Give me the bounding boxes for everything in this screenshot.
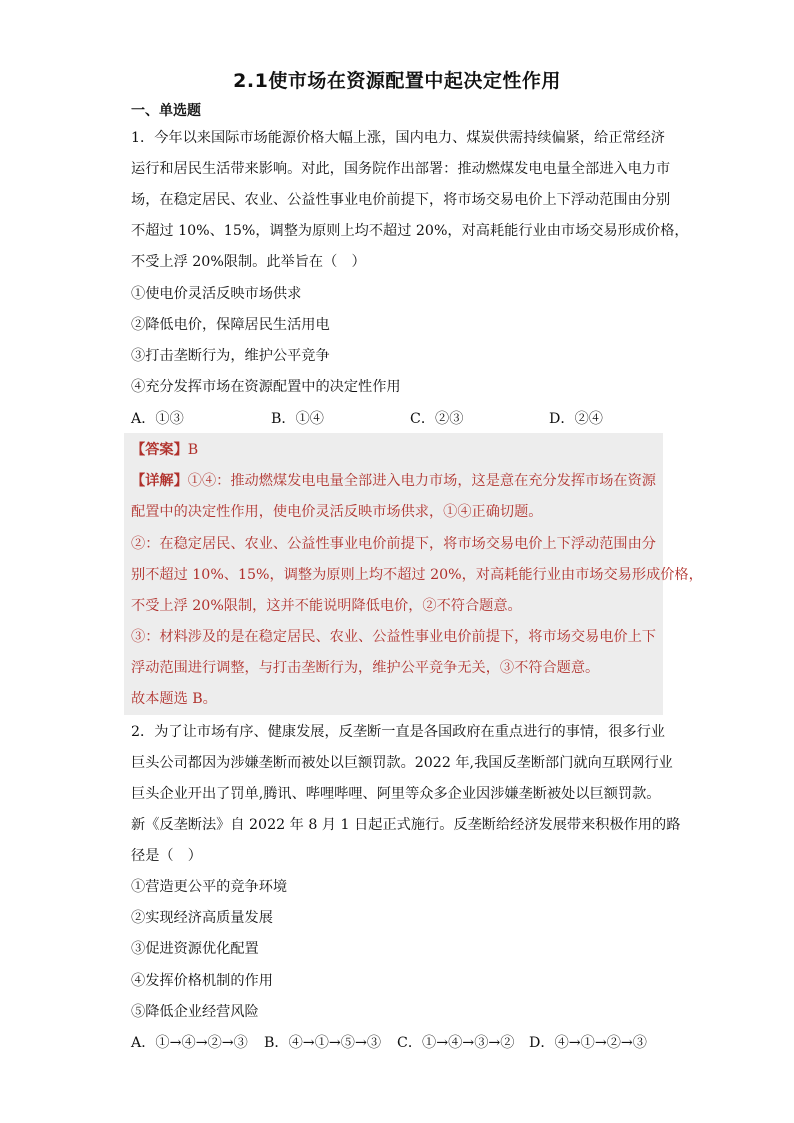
q1-detail-line: ③：材料涉及的是在稳定居民、农业、公益性事业电价前提下，将市场交易电价上下 [131, 629, 656, 645]
q1-detail-line: 别不超过 10%、15%，调整为原则上均不超过 20%，对高耗能行业由市场交易形成价格， [131, 567, 703, 583]
q2-option-d: D．④→①→②→③ [529, 1035, 647, 1051]
q1-detail-line [131, 471, 656, 491]
q2-option-c: C．①→④→③→② [397, 1035, 515, 1051]
q1-stem-line: 不受上浮 20%限制。此举旨在（ ） [131, 254, 366, 270]
q1-option-a: A．①③ [131, 411, 184, 427]
q1-option-b: B．①④ [271, 411, 324, 427]
q1-detail-line: ②：在稳定居民、农业、公益性事业电价前提下，将市场交易电价上下浮动范围由分 [131, 536, 656, 552]
q2-options [131, 1033, 671, 1053]
q1-options [131, 409, 631, 429]
q1-answer [131, 440, 198, 460]
q2-item: ⑤降低企业经营风险 [131, 1004, 259, 1020]
q2-stem-line: 新《反垄断法》自 2022 年 8 月 1 日起正式施行。反垄断给经济发展带来积极作用的路 [131, 817, 681, 833]
section-heading: 一、单选题 [131, 103, 201, 119]
q2-item: ②实现经济高质量发展 [131, 910, 273, 926]
q1-stem-line: 不超过 10%、15%，调整为原则上均不超过 20%，对高耗能行业由市场交易形成价格， [131, 223, 689, 239]
q1-option-c: C．②③ [410, 411, 464, 427]
q1-stem-line: 1．今年以来国际市场能源价格大幅上涨，国内电力、煤炭供需持续偏紧，给正常经济 [131, 130, 665, 146]
q1-option-d: D．②④ [549, 411, 603, 427]
q2-option-a: A．①→④→②→③ [131, 1035, 248, 1051]
q1-stem-line: 运行和居民生活带来影响。对此，国务院作出部署：推动燃煤发电电量全部进入电力市 [131, 161, 671, 177]
q2-item: ④发挥价格机制的作用 [131, 973, 273, 989]
q1-detail-line: 配置中的决定性作用，使电价灵活反映市场供求，①④正确切题。 [131, 504, 543, 520]
q1-detail-line: 不受上浮 20%限制，这并不能说明降低电价，②不符合题意。 [131, 598, 522, 614]
q1-item: ③打击垄断行为，维护公平竞争 [131, 348, 330, 364]
q2-stem-line: 2．为了让市场有序、健康发展，反垄断一直是各国政府在重点进行的事情，很多行业 [131, 724, 665, 740]
q1-stem-line: 场，在稳定居民、农业、公益性事业电价前提下，将市场交易电价上下浮动范围由分别 [131, 192, 671, 208]
q2-option-b: B．④→①→⑤→③ [264, 1035, 382, 1051]
detail-label: 【详解】 [131, 473, 188, 489]
q1-item: ④充分发挥市场在资源配置中的决定性作用 [131, 379, 401, 395]
q2-item: ③促进资源优化配置 [131, 941, 259, 957]
q1-detail-line: 浮动范围进行调整，与打击垄断行为，维护公平竞争无关，③不符合题意。 [131, 660, 600, 676]
detail-text: ①④：推动燃煤发电电量全部进入电力市场，这是意在充分发挥市场在资源 [187, 473, 656, 489]
answer-label: 【答案】 [131, 442, 188, 458]
q2-item: ①营造更公平的竞争环境 [131, 879, 288, 895]
answer-value: B [187, 442, 199, 458]
q1-item: ②降低电价，保障居民生活用电 [131, 317, 330, 333]
q2-stem-line: 巨头企业开出了罚单,腾讯、哔哩哔哩、阿里等众多企业因涉嫌垄断被处以巨额罚款。 [131, 786, 661, 802]
page-title: 2.1使市场在资源配置中起决定性作用 [233, 70, 561, 92]
q2-stem-line: 径是（ ） [131, 848, 202, 864]
q2-stem-line: 巨头公司都因为涉嫌垄断而被处以巨额罚款。2022 年,我国反垄断部门就向互联网行业 [131, 755, 673, 771]
q1-detail-line: 故本题选 B。 [131, 691, 217, 707]
q1-item: ①使电价灵活反映市场供求 [131, 286, 302, 302]
